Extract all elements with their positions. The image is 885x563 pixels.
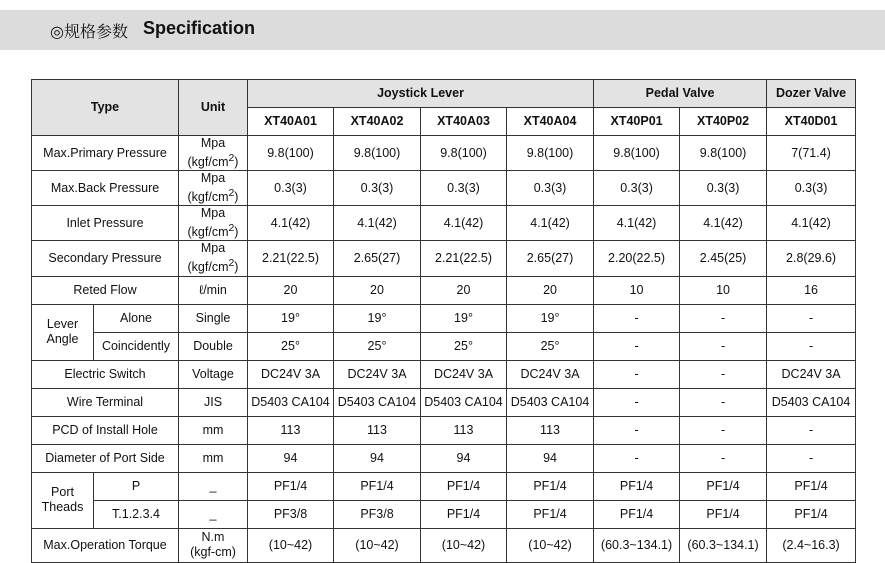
value-cell: 0.3(3): [334, 171, 421, 206]
spec-row: [32, 388, 856, 416]
value-cell: D5403 CA104: [334, 388, 421, 416]
value-cell: -: [680, 304, 767, 332]
unit-cell: JIS: [179, 388, 248, 416]
specification-table: [31, 79, 856, 563]
unit-cell: _: [179, 472, 248, 500]
unit-line: ): [234, 155, 239, 170]
unit-line: Mpa: [200, 136, 226, 150]
unit-header: Unit: [179, 80, 248, 136]
value-cell: -: [594, 444, 680, 472]
value-cell: -: [594, 416, 680, 444]
value-cell: -: [767, 332, 856, 360]
specification-table-body: [32, 80, 856, 563]
value-cell: 4.1(42): [248, 206, 334, 241]
value-cell: 2.21(22.5): [248, 241, 334, 276]
row-label: Electric Switch: [32, 360, 179, 388]
spec-row: [32, 136, 856, 171]
value-cell: D5403 CA104: [421, 388, 507, 416]
row-label: Max.Back Pressure: [32, 171, 179, 206]
value-cell: PF1/4: [248, 472, 334, 500]
value-cell: -: [594, 388, 680, 416]
value-cell: DC24V 3A: [421, 360, 507, 388]
value-cell: 94: [248, 444, 334, 472]
value-cell: D5403 CA104: [767, 388, 856, 416]
section-title-cn: ◎规格参数: [50, 22, 128, 41]
row-label: Reted Flow: [32, 276, 179, 304]
value-cell: 0.3(3): [248, 171, 334, 206]
value-cell: 94: [507, 444, 594, 472]
value-cell: 20: [248, 276, 334, 304]
unit-cell: [179, 136, 248, 171]
value-cell: 20: [421, 276, 507, 304]
value-cell: 20: [334, 276, 421, 304]
section-title-en: Specification: [143, 18, 256, 38]
unit-line: N.m: [201, 530, 225, 545]
row-label: PCD of Install Hole: [32, 416, 179, 444]
value-cell: 19°: [507, 304, 594, 332]
value-cell: DC24V 3A: [334, 360, 421, 388]
group-header-pedal: Pedal Valve: [594, 80, 767, 108]
unit-superscript: 2: [228, 188, 235, 200]
group-header-joystick: Joystick Lever: [248, 80, 594, 108]
value-cell: 9.8(100): [507, 136, 594, 171]
unit-cell: [179, 528, 248, 562]
group-label-port-theads: [32, 472, 94, 528]
model-header: XT40D01: [767, 108, 856, 136]
unit-line: ): [234, 260, 239, 275]
row-label: Wire Terminal: [32, 388, 179, 416]
value-cell: PF1/4: [594, 472, 680, 500]
value-cell: D5403 CA104: [507, 388, 594, 416]
value-cell: 9.8(100): [334, 136, 421, 171]
unit-line: Mpa: [200, 171, 226, 186]
value-cell: 0.3(3): [421, 171, 507, 206]
value-cell: 2.45(25): [680, 241, 767, 276]
row-label: Inlet Pressure: [32, 206, 179, 241]
value-cell: 19°: [248, 304, 334, 332]
value-cell: 9.8(100): [594, 136, 680, 171]
unit-cell: Double: [179, 332, 248, 360]
value-cell: 2.65(27): [507, 241, 594, 276]
value-cell: PF1/4: [334, 472, 421, 500]
unit-line: Mpa: [200, 206, 226, 221]
spec-row: [32, 276, 856, 304]
value-cell: 4.1(42): [767, 206, 856, 241]
value-cell: PF3/8: [334, 500, 421, 528]
value-cell: 19°: [334, 304, 421, 332]
value-cell: DC24V 3A: [507, 360, 594, 388]
spec-row: [32, 206, 856, 241]
value-cell: 113: [507, 416, 594, 444]
value-cell: 20: [507, 276, 594, 304]
value-cell: D5403 CA104: [248, 388, 334, 416]
spec-row: [32, 360, 856, 388]
value-cell: -: [594, 360, 680, 388]
value-cell: -: [680, 360, 767, 388]
value-cell: -: [767, 416, 856, 444]
row-label: Secondary Pressure: [32, 241, 179, 276]
unit-cell: _: [179, 500, 248, 528]
value-cell: PF1/4: [421, 500, 507, 528]
value-cell: 10: [594, 276, 680, 304]
value-cell: PF3/8: [248, 500, 334, 528]
value-cell: 4.1(42): [507, 206, 594, 241]
row-label: T.1.2.3.4: [94, 500, 179, 528]
model-header: XT40P02: [680, 108, 767, 136]
value-cell: (60.3~134.1): [594, 528, 680, 562]
value-cell: PF1/4: [594, 500, 680, 528]
value-cell: 4.1(42): [421, 206, 507, 241]
value-cell: PF1/4: [767, 472, 856, 500]
unit-line: (kgf/cm: [187, 225, 229, 240]
spec-row: [32, 332, 856, 360]
value-cell: -: [680, 388, 767, 416]
unit-line: (kgf/cm: [187, 260, 229, 275]
group-header-dozer: Dozer Valve: [767, 80, 856, 108]
unit-cell: mm: [179, 444, 248, 472]
model-header: XT40A03: [421, 108, 507, 136]
unit-line: ): [234, 190, 239, 205]
value-cell: -: [680, 332, 767, 360]
value-cell: (10~42): [507, 528, 594, 562]
unit-cell: Single: [179, 304, 248, 332]
group-label-line: Theads: [41, 500, 84, 515]
unit-cell: [179, 241, 248, 276]
row-label: Max.Operation Torque: [32, 528, 179, 562]
group-label-line: Lever: [46, 317, 79, 332]
value-cell: -: [767, 444, 856, 472]
value-cell: 0.3(3): [767, 171, 856, 206]
value-cell: -: [680, 416, 767, 444]
value-cell: 9.8(100): [421, 136, 507, 171]
spec-row: [32, 500, 856, 528]
value-cell: 10: [680, 276, 767, 304]
unit-superscript: 2: [228, 223, 235, 235]
value-cell: 2.20(22.5): [594, 241, 680, 276]
group-label-line: Angle: [46, 332, 79, 347]
row-label: P: [94, 472, 179, 500]
value-cell: 2.65(27): [334, 241, 421, 276]
value-cell: -: [594, 332, 680, 360]
value-cell: 113: [334, 416, 421, 444]
unit-line: (kgf/cm: [187, 190, 229, 205]
value-cell: 25°: [507, 332, 594, 360]
unit-line: Mpa: [200, 241, 226, 256]
spec-row: [32, 416, 856, 444]
value-cell: 0.3(3): [680, 171, 767, 206]
group-header-row: [32, 80, 856, 108]
value-cell: 113: [421, 416, 507, 444]
model-header: XT40P01: [594, 108, 680, 136]
value-cell: 9.8(100): [248, 136, 334, 171]
unit-cell: [179, 206, 248, 241]
spec-row: [32, 241, 856, 276]
unit-cell: Voltage: [179, 360, 248, 388]
value-cell: 4.1(42): [680, 206, 767, 241]
spec-row: [32, 528, 856, 562]
model-header: XT40A01: [248, 108, 334, 136]
unit-cell: mm: [179, 416, 248, 444]
value-cell: 94: [421, 444, 507, 472]
model-header: XT40A02: [334, 108, 421, 136]
value-cell: (10~42): [421, 528, 507, 562]
value-cell: 25°: [248, 332, 334, 360]
section-header: [0, 10, 885, 50]
value-cell: 94: [334, 444, 421, 472]
group-label-line: Port: [51, 485, 74, 500]
value-cell: 2.21(22.5): [421, 241, 507, 276]
value-cell: PF1/4: [421, 472, 507, 500]
spec-row: [32, 304, 856, 332]
group-label-lever-angle: [32, 304, 94, 360]
value-cell: PF1/4: [507, 500, 594, 528]
value-cell: -: [594, 304, 680, 332]
value-cell: (10~42): [248, 528, 334, 562]
spec-row: [32, 171, 856, 206]
unit-line: (kgf-cm): [190, 545, 236, 560]
unit-cell: [179, 171, 248, 206]
value-cell: PF1/4: [507, 472, 594, 500]
row-label: Max.Primary Pressure: [32, 136, 179, 171]
value-cell: (10~42): [334, 528, 421, 562]
value-cell: PF1/4: [680, 500, 767, 528]
row-label: Coincidently: [94, 332, 179, 360]
value-cell: 4.1(42): [594, 206, 680, 241]
value-cell: 25°: [421, 332, 507, 360]
value-cell: -: [767, 304, 856, 332]
unit-superscript: 2: [228, 153, 235, 164]
unit-line: (kgf/cm: [187, 155, 229, 170]
value-cell: PF1/4: [680, 472, 767, 500]
spec-row: [32, 444, 856, 472]
value-cell: -: [680, 444, 767, 472]
unit-cell: ℓ/min: [179, 276, 248, 304]
value-cell: 4.1(42): [334, 206, 421, 241]
value-cell: 0.3(3): [507, 171, 594, 206]
value-cell: (60.3~134.1): [680, 528, 767, 562]
value-cell: 16: [767, 276, 856, 304]
value-cell: 25°: [334, 332, 421, 360]
unit-superscript: 2: [228, 258, 235, 270]
value-cell: 9.8(100): [680, 136, 767, 171]
value-cell: 0.3(3): [594, 171, 680, 206]
unit-line: ): [234, 225, 239, 240]
spec-row: [32, 472, 856, 500]
value-cell: PF1/4: [767, 500, 856, 528]
row-label: Diameter of Port Side: [32, 444, 179, 472]
value-cell: DC24V 3A: [767, 360, 856, 388]
value-cell: (2.4~16.3): [767, 528, 856, 562]
row-label: Alone: [94, 304, 179, 332]
value-cell: DC24V 3A: [248, 360, 334, 388]
model-header: XT40A04: [507, 108, 594, 136]
value-cell: 7(71.4): [767, 136, 856, 171]
value-cell: 19°: [421, 304, 507, 332]
type-header: Type: [32, 80, 179, 136]
value-cell: 113: [248, 416, 334, 444]
value-cell: 2.8(29.6): [767, 241, 856, 276]
